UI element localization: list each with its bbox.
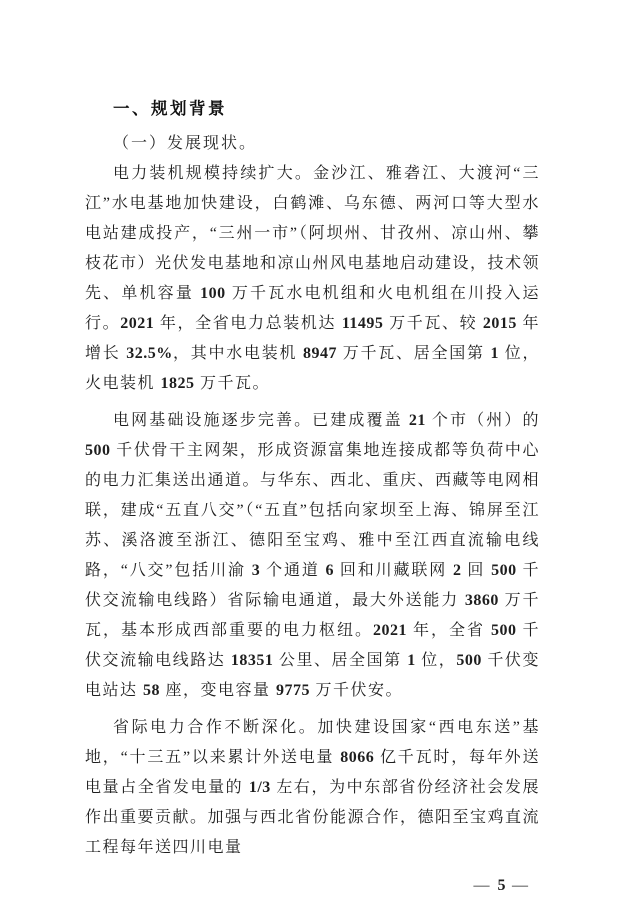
paragraph-grid-infrastructure: 电网基础设施逐步完善。已建成覆盖 21 个市（州）的 500 千伏骨干主网架，形成资源富集地连接成都等负荷中心的电力汇集送出通道。与华东、西北、重庆、西藏等电网相联，建成“五直八交”（“五直”包括向家坝至上海、锦屏至江苏、溪洛渡至浙江、德阳至宝鸡、雅中至江西直流输电线路，“八交”包括川渝 3 个通道 6 回和川藏联网 2 回 500 千伏交流输电线路）省际输电通道，最大外送能力 3860 万千瓦，基本形成西部重要的电力枢纽。2021 年，全省 500 千伏交流输电线路达 18351 公里、居全国第 1 位，500 千伏变电站达 58 座，变电容量 9775 万千伏安。 (85, 412, 541, 699)
subsection-heading: （一）发展现状。 (113, 135, 258, 152)
section-heading: 一、规划背景 (113, 100, 227, 118)
paragraph-power-capacity: 电力装机规模持续扩大。金沙江、雅砻江、大渡河“三江”水电基地加快建设，白鹤滩、乌东德、两河口等大型水电站建成投产，“三州一市”（阿坝州、甘孜州、凉山州、攀枝花市）光伏发电基地和凉山州风电基地启动建设，技术领先、单机容量 100 万千瓦水电机组和火电机组在川投入运行。2021 年，全省电力总装机达 11495 万千瓦、较 2015 年增长 32.5%，其中水电装机 8947 万千瓦、居全国第 1 位，火电装机 1825 万千瓦。 (85, 165, 541, 392)
paragraph-interprovincial-cooperation: 省际电力合作不断深化。加快建设国家“西电东送”基地，“十三五”以来累计外送电量 8066 亿千瓦时，每年外送电量占全省发电量的 1/3 左右，为中东部省份经济社会发展作出重要贡献。加强与西北省份能源合作，德阳至宝鸡直流工程每年送四川电量 (85, 719, 541, 856)
page-number: — 5 — (473, 877, 530, 894)
